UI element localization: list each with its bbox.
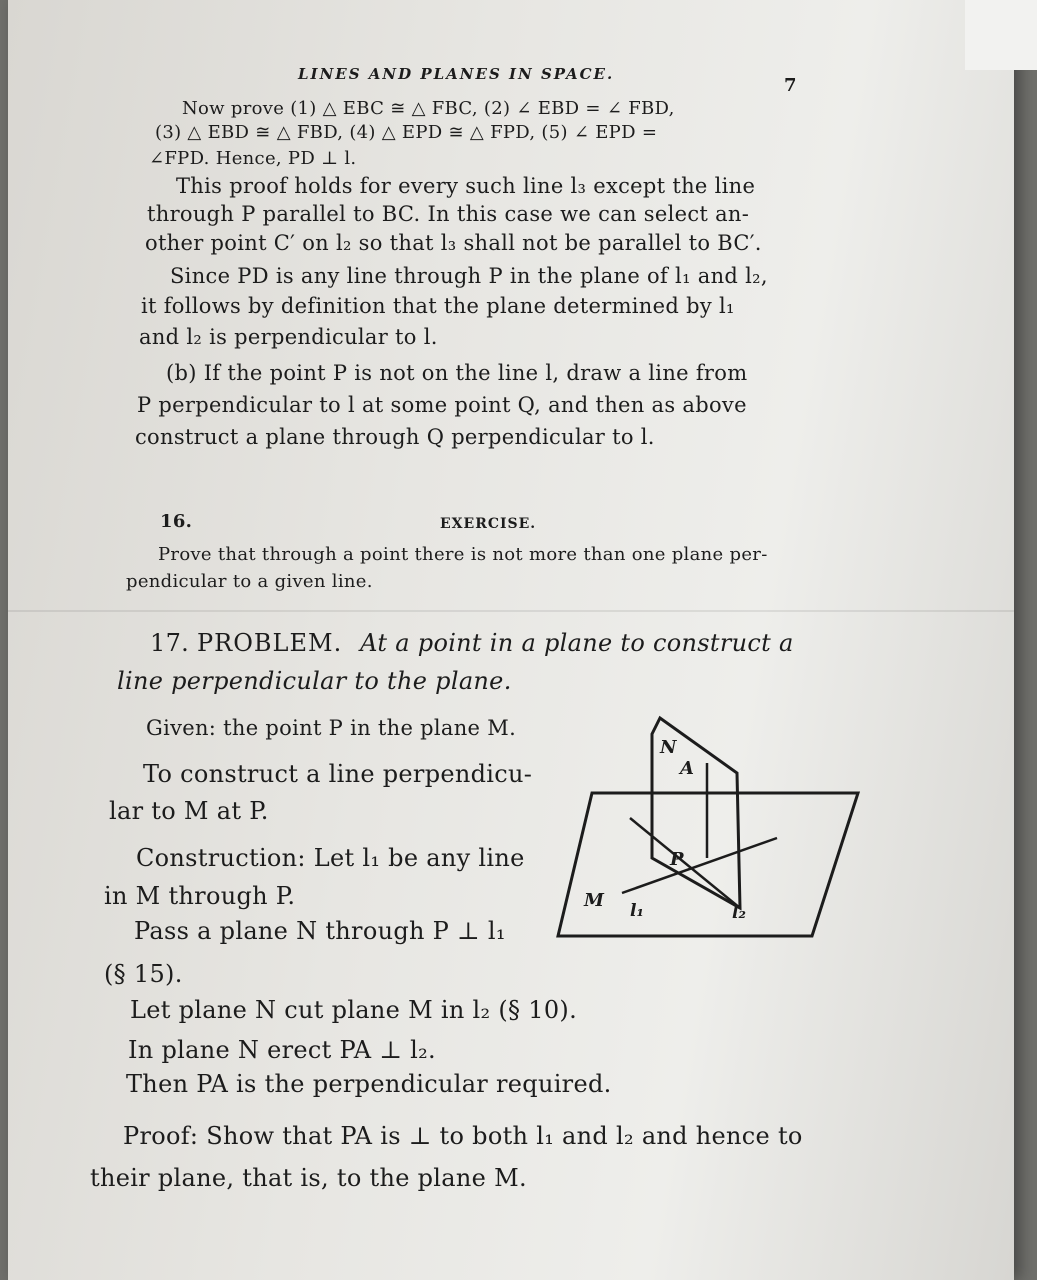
to-construct-line: To construct a line perpendicu- [143,760,533,788]
problem-number: 17. [150,629,190,657]
running-header: LINES AND PLANES IN SPACE. [298,65,615,83]
exercise-line: pendicular to a given line. [126,571,373,592]
proof-line: and l₂ is perpendicular to l. [139,325,438,349]
label-p: P [670,849,684,870]
proof-line: (b) If the point P is not on the line l, draw a line from [166,361,748,385]
label-l2: l₂ [732,903,746,923]
proof-line: (3) △ EBD ≅ △ FBD, (4) △ EPD ≅ △ FPD, (5) ∠ EPD = [155,122,658,143]
problem-label: PROBLEM. [197,629,343,657]
proof-statement: Proof: Show that PA is ⊥ to both l₁ and l₂ and hence to [123,1122,803,1150]
paper-fold [8,610,1014,612]
construction-line: (§ 15). [104,960,183,988]
proof-line: This proof holds for every such line l₃ except the line [176,174,756,198]
construction-line: Let plane N cut plane M in l₂ (§ 10). [130,996,578,1024]
proof-line: construct a plane through Q perpendicular to l. [135,425,655,449]
exercise-line: Prove that through a point there is not more than one plane per- [158,544,768,565]
construction-line: Then PA is the perpendicular required. [126,1070,612,1098]
exercise-heading: EXERCISE. [440,516,537,532]
construction-line: in M through P. [104,882,296,910]
problem-statement: At a point in a plane to construct a [360,629,794,657]
construction-line: In plane N erect PA ⊥ l₂. [128,1036,436,1064]
proof-line: ∠FPD. Hence, PD ⊥ l. [149,148,357,169]
proof-line: P perpendicular to l at some point Q, and then as above [137,393,747,417]
proof-line: it follows by definition that the plane determined by l₁ [141,294,735,318]
figure-diagram [552,708,872,944]
proof-line: Now prove (1) △ EBC ≅ △ FBC, (2) ∠ EBD = ∠ FBD, [182,98,675,119]
label-a: A [680,758,694,779]
paper-corner [965,0,1037,70]
proof-line: other point C′ on l₂ so that l₃ shall not be parallel to BC′. [145,231,762,255]
exercise-number: 16. [160,511,193,532]
proof-statement: their plane, that is, to the plane M. [90,1164,527,1192]
label-n: N [660,737,677,758]
problem-heading [150,627,794,659]
proof-line: Since PD is any line through P in the plane of l₁ and l₂, [170,264,768,288]
perpendicular-plane-figure [552,708,872,944]
to-construct-line: lar to M at P. [109,797,269,825]
line-l2 [630,818,740,908]
page-number: 7 [784,75,797,96]
problem-statement-continued: line perpendicular to the plane. [117,667,512,695]
construction-line: Construction: Let l₁ be any line [136,844,525,872]
given-line: Given: the point P in the plane M. [146,716,517,740]
proof-line: through P parallel to BC. In this case we can select an- [147,202,750,226]
label-m: M [584,890,604,911]
construction-line: Pass a plane N through P ⊥ l₁ [134,917,506,945]
label-l1: l₁ [630,901,644,921]
